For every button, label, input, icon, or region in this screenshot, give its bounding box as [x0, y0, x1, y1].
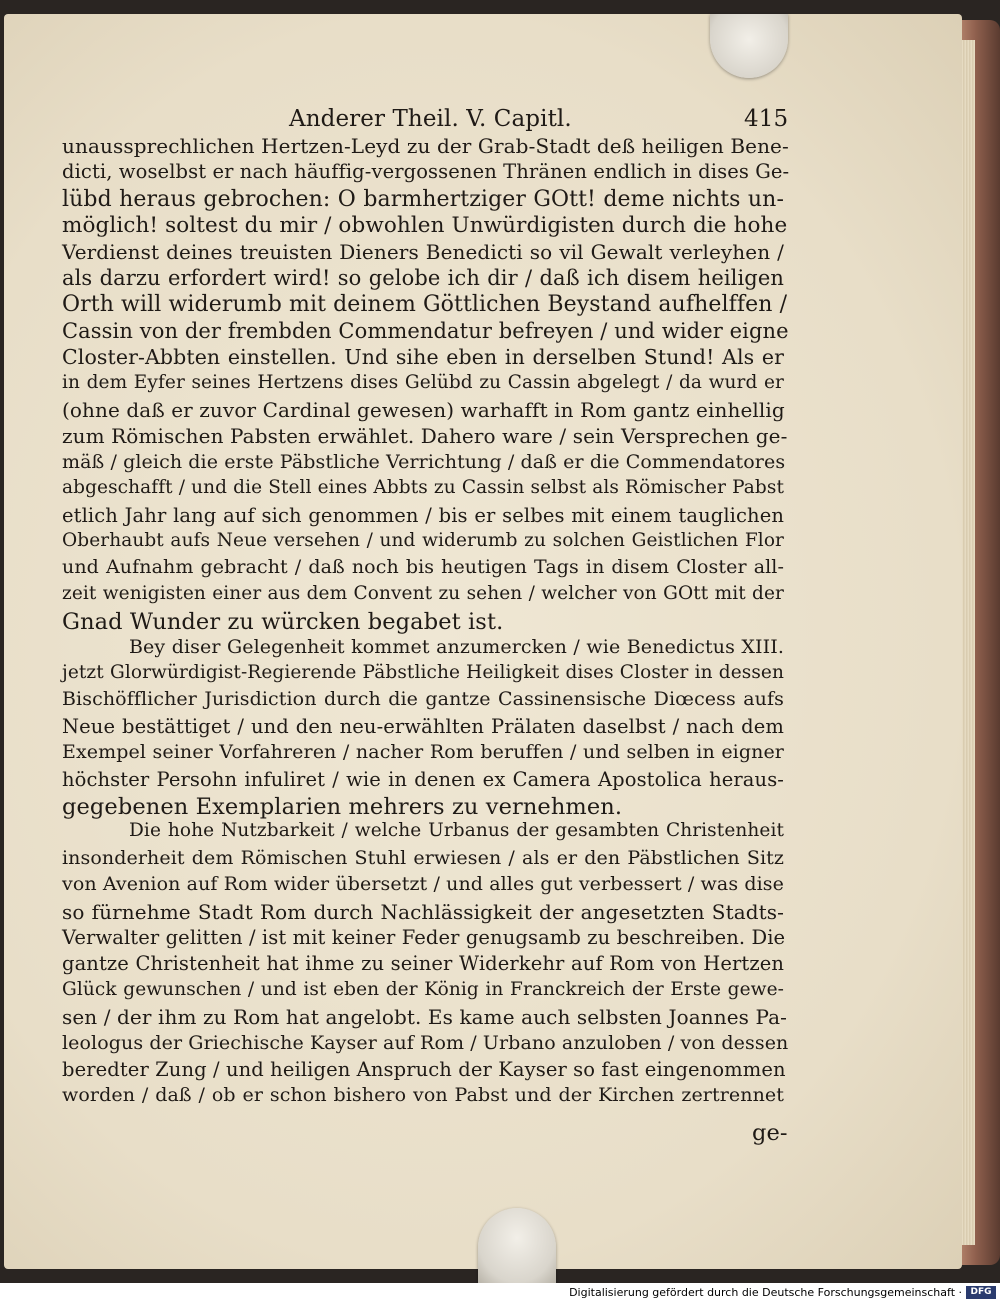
text-line: zum Römischen Pabsten erwählet. Dahero ware / sein Versprechen ge- — [62, 424, 788, 449]
footer-credit: Digitalisierung gefördert durch die Deutsche Forschungsgemeinschaft · — [569, 1286, 962, 1299]
text-line: Oberhaubt aufs Neue versehen / und widerumb zu solchen Geistlichen Flor — [62, 530, 784, 551]
text-line: Verdienst deines treuisten Dieners Benedicti so vil Gewalt verleyhen / — [62, 239, 784, 264]
text-line: Cassin von der frembden Commendatur befreyen / und wider eigne — [62, 318, 789, 343]
text-line: leologus der Griechische Kayser auf Rom / Urbano anzuloben / von dessen — [62, 1031, 789, 1054]
running-head: Anderer Theil. V. Capitl. — [289, 106, 572, 132]
footer-bar — [0, 1283, 1000, 1303]
text-line: beredter Zung / und heiligen Anspruch der Kayser so fast eingenommen — [62, 1058, 786, 1081]
text-line: mäß / gleich die erste Päbstliche Verrichtung / daß er die Commendatores — [62, 450, 786, 473]
text-line: dicti, woselbst er nach häuffig-vergossenen Thränen endlich in dises Ge- — [62, 160, 790, 184]
text-line: Closter-Abbten einstellen. Und sihe eben in derselben Stund! Als er — [62, 345, 784, 370]
text-line: von Avenion auf Rom wider übersetzt / und alles gut verbessert / was dise — [62, 873, 784, 896]
text-line: (ohne daß er zuvor Cardinal gewesen) warhafft in Rom gantz einhellig — [62, 398, 785, 422]
text-line: Orth will widerumb mit deinem Göttlichen Beystand aufhelffen / — [62, 292, 788, 318]
text-line: möglich! soltest du mir / obwohlen Unwürdigisten durch die hohe — [62, 213, 788, 239]
text-line: sen / der ihm zu Rom hat angelobt. Es kame auch selbsten Joannes Pa- — [62, 1005, 788, 1030]
text-line: als darzu erfordert wird! so gelobe ich dir / daß ich disem heiligen — [62, 266, 784, 290]
text-line: worden / daß / ob er schon bishero von Pabst und der Kirchen zertrennet — [62, 1084, 784, 1107]
text-line: Neue bestättiget / und den neu-erwählten Prälaten daselbst / nach dem — [62, 714, 784, 738]
text-line: Verwalter gelitten / ist mit keiner Feder genugsamb zu beschreiben. Die — [62, 926, 786, 949]
book-page — [4, 14, 962, 1269]
catchword: ge- — [752, 1120, 788, 1146]
text-line: jetzt Glorwürdigist-Regierende Päbstliche Heiligkeit dises Closter in dessen — [62, 662, 784, 683]
text-line: Exempel seiner Vorfahreren / nacher Rom beruffen / und selben in eigner — [62, 741, 784, 764]
text-line: höchster Persohn infuliret / wie in denen ex Camera Apostolica heraus- — [62, 767, 784, 791]
page-number: 415 — [744, 106, 789, 132]
text-line: so fürnehme Stadt Rom durch Nachlässigkeit der angesetzten Stadts- — [62, 899, 784, 924]
text-line: Bey diser Gelegenheit kommet anzumercken / wie Benedictus XIII. — [129, 635, 784, 658]
text-line: abgeschafft / und die Stell eines Abbts zu Cassin selbst als Römischer Pabst — [62, 477, 784, 499]
text-line: Die hohe Nutzbarkeit / welche Urbanus der gesambten Christenheit — [129, 820, 784, 842]
dfg-logo: DFG — [966, 1286, 996, 1299]
page-clip-bottom — [478, 1208, 556, 1283]
text-line: Bischöfflicher Jurisdiction durch die gantze Cassinensische Diœcess aufs — [62, 688, 784, 711]
text-line: in dem Eyfer seines Hertzens dises Gelübd zu Cassin abgelegt / da wurd er — [62, 371, 784, 393]
text-line: lübd heraus gebrochen: O barmhertziger GOtt! deme nichts un- — [62, 186, 784, 212]
text-line: zeit wenigisten einer aus dem Convent zu sehen / welcher von GOtt mit der — [62, 582, 784, 604]
text-line: Glück gewunschen / und ist eben der König in Franckreich der Erste gewe- — [62, 978, 784, 1000]
text-line: und Aufnahm gebracht / daß noch bis heutigen Tags in disem Closter all- — [62, 556, 784, 579]
text-line: gantze Christenheit hat ihme zu seiner Widerkehr auf Rom von Hertzen — [62, 952, 784, 976]
text-line: Gnad Wunder zu würcken begabet ist. — [62, 609, 504, 636]
text-line: insonderheit dem Römischen Stuhl erwiesen / als er den Päbstlichen Sitz — [62, 846, 784, 869]
text-line: unaussprechlichen Hertzen-Leyd zu der Grab-Stadt deß heiligen Bene- — [62, 134, 789, 158]
text-line: gegebenen Exemplarien mehrers zu vernehmen. — [62, 794, 623, 820]
text-line: etlich Jahr lang auf sich genommen / bis er selbes mit einem tauglichen — [62, 503, 784, 527]
